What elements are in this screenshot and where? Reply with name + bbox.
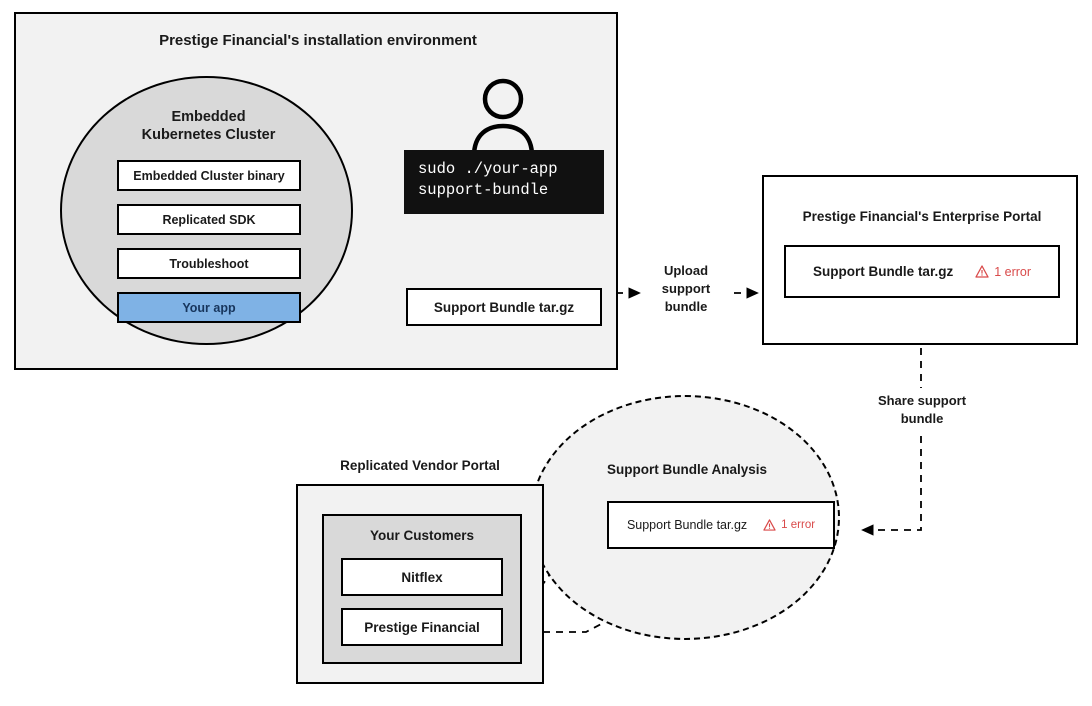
customer-nitflex: Nitflex (341, 558, 503, 596)
cluster-item-troubleshoot: Troubleshoot (117, 248, 301, 279)
cluster-title (62, 108, 355, 144)
upload-label-line2: support (661, 280, 711, 296)
your-customers-box (322, 514, 522, 664)
terminal-command-box (404, 150, 604, 214)
upload-support-bundle-label (644, 262, 728, 324)
analysis-bundle-row (607, 501, 835, 549)
analysis-bundle-name: Support Bundle tar.gz (626, 518, 748, 532)
enterprise-portal-bundle-row (784, 245, 1060, 298)
arrow-share-to-analysis (862, 436, 921, 530)
user-icon (468, 78, 538, 158)
customer-prestige-financial: Prestige Financial (341, 608, 503, 646)
vendor-portal-title: Replicated Vendor Portal (340, 458, 500, 473)
cluster-title-line1: Embedded (171, 109, 246, 125)
enterprise-portal-title: Prestige Financial's Enterprise Portal (802, 209, 1042, 224)
share-support-bundle-label (862, 392, 982, 432)
enterprise-portal-error-badge (975, 265, 1031, 279)
upload-label-line1: Upload (663, 263, 709, 278)
share-label-line1: Share support (877, 393, 967, 408)
enterprise-portal-bundle-name: Support Bundle tar.gz (812, 264, 954, 279)
enterprise-portal-panel (762, 175, 1078, 345)
terminal-line-2: support-bundle (418, 180, 549, 199)
support-bundle-analysis-title: Support Bundle Analysis (606, 462, 768, 477)
cluster-title-line2: Kubernetes Cluster (141, 127, 276, 144)
installation-environment-panel (14, 12, 618, 370)
terminal-line-1: sudo ./your-app (418, 160, 558, 178)
installation-environment-title: Prestige Financial's installation environment (159, 32, 477, 49)
support-bundle-analysis-circle (530, 395, 840, 640)
cluster-item-replicated-sdk: Replicated SDK (117, 204, 301, 235)
analysis-error-badge (763, 519, 815, 531)
share-label-line2: bundle (900, 410, 944, 426)
cluster-item-your-app: Your app (117, 292, 301, 323)
vendor-portal-panel (296, 484, 544, 684)
analysis-error-text: 1 error (781, 519, 816, 531)
your-customers-title: Your Customers (369, 528, 475, 543)
upload-label-line3: bundle (664, 298, 708, 314)
enterprise-portal-error-text: 1 error (994, 264, 1032, 279)
cluster-item-embedded-cluster-binary: Embedded Cluster binary (117, 160, 301, 191)
warning-triangle-icon (763, 519, 776, 531)
embedded-kubernetes-cluster (60, 76, 353, 345)
support-bundle-file: Support Bundle tar.gz (406, 288, 602, 326)
warning-triangle-icon (975, 265, 989, 278)
